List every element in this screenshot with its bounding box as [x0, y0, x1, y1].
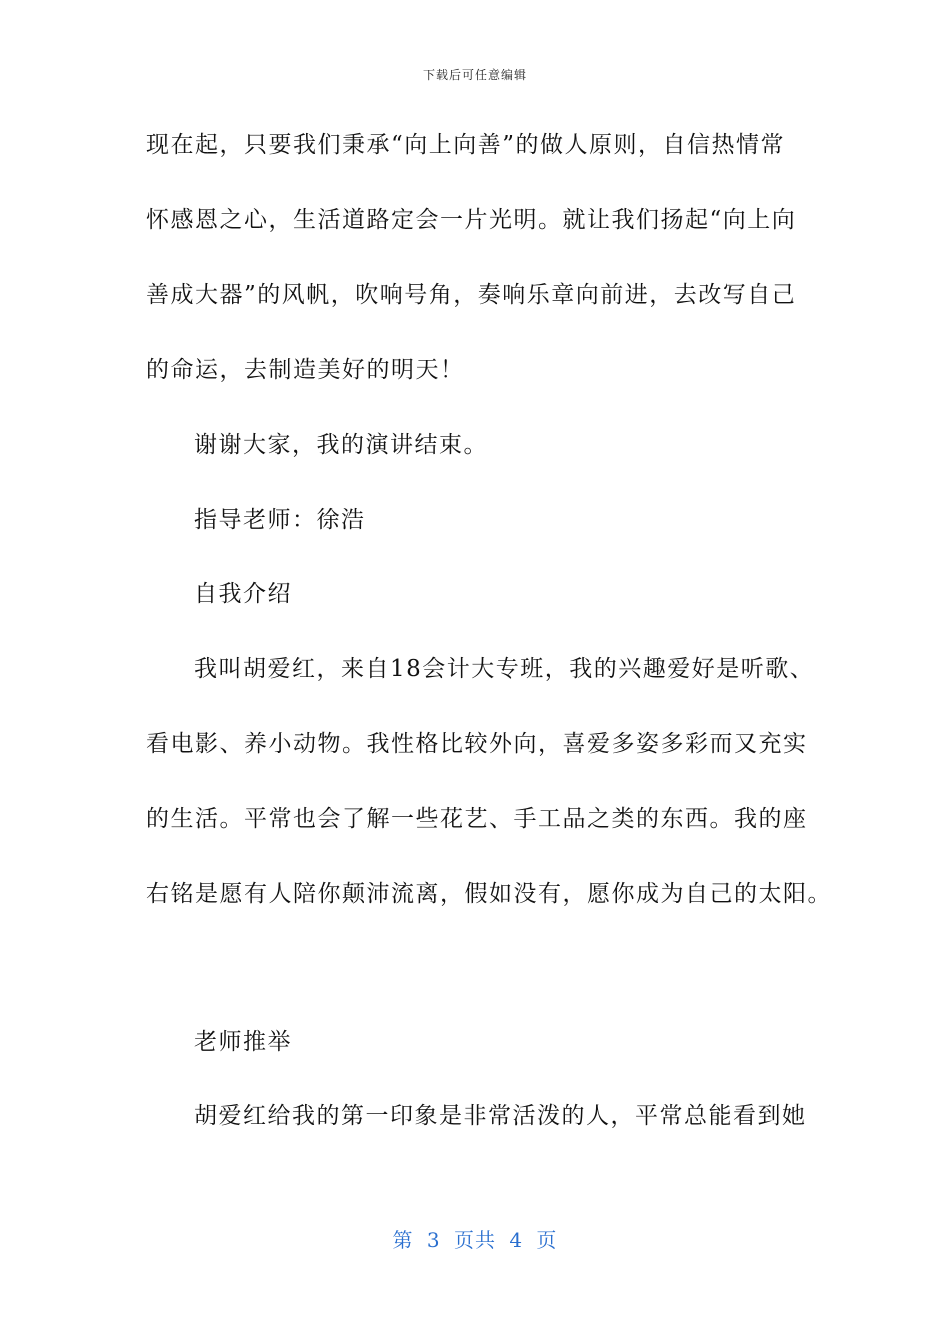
intro-line: 右铭是愿有人陪你颠沛流离，假如没有，愿你成为自己的太阳。	[146, 881, 832, 907]
header-note: 下载后可任意编辑	[422, 68, 527, 82]
intro-line: 看电影、养小动物。我性格比较外向，喜爱多姿多彩而又充实	[146, 731, 808, 757]
page-number-footer: 第 3 页共 4 页	[392, 1228, 558, 1252]
instructor-line: 指导老师：徐浩	[194, 507, 366, 533]
recommend-heading: 老师推举	[194, 1029, 292, 1055]
recommend-line: 胡爱红给我的第一印象是非常活泼的人，平常总能看到她	[194, 1103, 807, 1129]
paragraph-line: 善成大器”的风帆，吹响号角，奏响乐章向前进，去改写自己	[146, 282, 797, 308]
intro-line: 的生活。平常也会了解一些花艺、手工品之类的东西。我的座	[146, 806, 808, 832]
paragraph-line: 现在起，只要我们秉承“向上向善”的做人原则，自信热情常	[146, 132, 786, 158]
intro-line: 我叫胡爱红，来自18会计大专班，我的兴趣爱好是听歌、	[194, 656, 815, 682]
paragraph-line: 怀感恩之心，生活道路定会一片光明。就让我们扬起“向上向	[146, 207, 797, 233]
paragraph-line: 的命运，去制造美好的明天！	[146, 357, 465, 383]
intro-heading: 自我介绍	[194, 581, 292, 607]
thanks-line: 谢谢大家，我的演讲结束。	[194, 432, 488, 458]
